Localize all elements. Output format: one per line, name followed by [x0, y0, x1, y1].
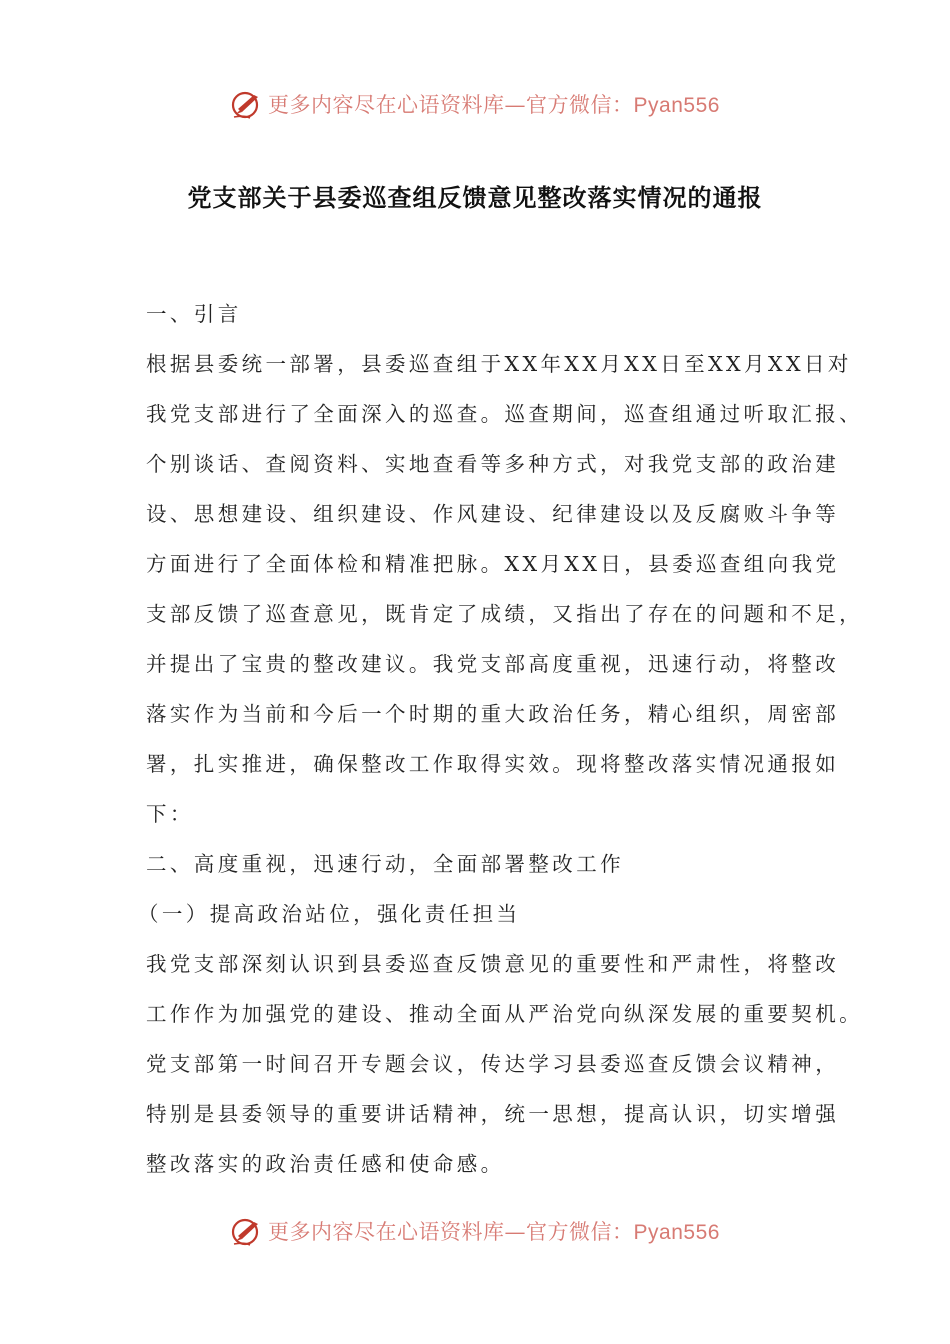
document-title: 党支部关于县委巡查组反馈意见整改落实情况的通报 [187, 184, 763, 212]
paragraph-line: 并提出了宝贵的整改建议。我党支部高度重视，迅速行动，将整改 [146, 652, 840, 676]
paragraph-line: 下： [146, 802, 194, 826]
header-wechat-id: Pyan556 [633, 94, 720, 117]
section-heading: 一、引言 [146, 302, 242, 326]
subsection-heading: （一）提高政治站位，强化责任担当 [138, 902, 521, 926]
paragraph-line: 个别谈话、查阅资料、实地查看等多种方式，对我党支部的政治建 [146, 452, 840, 476]
paragraph-line: 工作作为加强党的建设、推动全面从严治党向纵深发展的重要契机。 [146, 1002, 863, 1026]
document-body [138, 294, 863, 1194]
header-banner [0, 84, 950, 124]
header-banner-text: 更多内容尽在心语资料库—官方微信：Pyan556 [268, 93, 720, 117]
paragraph-line: 落实作为当前和今后一个时期的重大政治任务，精心组织，周密部 [146, 702, 840, 726]
section-heading: 二、高度重视，迅速行动，全面部署整改工作 [146, 852, 624, 876]
paragraph-line: 整改落实的政治责任感和使命感。 [146, 1152, 505, 1176]
paragraph-line: 署，扎实推进，确保整改工作取得实效。现将整改落实情况通报如 [146, 752, 840, 776]
pen-logo-icon [230, 87, 264, 121]
paragraph-line: 特别是县委领导的重要讲话精神，统一思想，提高认识，切实增强 [146, 1102, 840, 1126]
paragraph-line: 支部反馈了巡查意见，既肯定了成绩，又指出了存在的问题和不足， [146, 602, 863, 626]
paragraph-line: 方面进行了全面体检和精准把脉。XX月XX日，县委巡查组向我党 [146, 552, 840, 576]
paragraph-line: 根据县委统一部署，县委巡查组于XX年XX月XX日至XX月XX日对 [146, 352, 852, 376]
paragraph-line: 我党支部深刻认识到县委巡查反馈意见的重要性和严肃性，将整改 [146, 952, 840, 976]
footer-wechat-id: Pyan556 [633, 1221, 720, 1244]
paragraph-line: 我党支部进行了全面深入的巡查。巡查期间，巡查组通过听取汇报、 [146, 402, 863, 426]
footer-banner [0, 1211, 950, 1251]
footer-banner-text: 更多内容尽在心语资料库—官方微信：Pyan556 [268, 1220, 720, 1244]
pen-logo-icon [230, 1214, 264, 1248]
paragraph-line: 党支部第一时间召开专题会议，传达学习县委巡查反馈会议精神， [146, 1052, 840, 1076]
paragraph-line: 设、思想建设、组织建设、作风建设、纪律建设以及反腐败斗争等 [146, 502, 840, 526]
